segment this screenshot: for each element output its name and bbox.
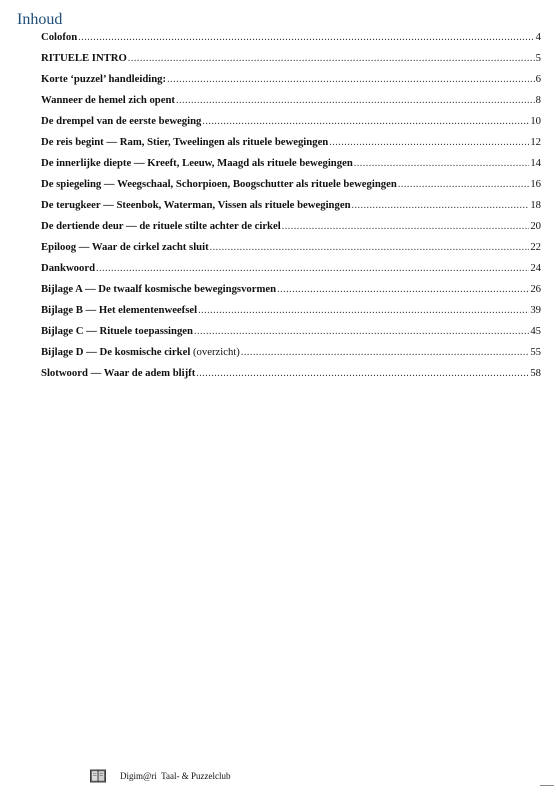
toc-leader-dots — [167, 73, 535, 87]
toc-entry-title: De terugkeer — Steenbok, Waterman, Vissen als rituele bewegingen — [41, 199, 351, 211]
toc-leader-dots — [210, 241, 530, 255]
toc-entry-title: De reis begint — Ram, Stier, Tweelingen als rituele bewegingen — [41, 136, 329, 148]
toc-leader-dots — [398, 178, 529, 192]
toc-entry-page: 6 — [535, 73, 541, 85]
toc-entry-title: Dankwoord — [41, 262, 96, 274]
toc-entry-title: Slotwoord — Waar de adem blijft — [41, 367, 196, 379]
toc-entry-page: 58 — [530, 367, 541, 379]
toc-entry-title: De drempel van de eerste beweging — [41, 115, 202, 127]
toc-entry-page: 24 — [530, 262, 541, 274]
toc-leader-dots — [241, 346, 529, 360]
toc-leader-dots — [329, 136, 529, 150]
toc-entry-hemel[interactable] — [41, 93, 541, 114]
toc-entry-title-main: Bijlage D — De kosmische cirkel — [41, 346, 191, 358]
toc-entry-page: 26 — [530, 283, 541, 295]
toc-entry-page: 10 — [530, 115, 541, 127]
toc-entry-terugkeer[interactable] — [41, 198, 541, 219]
toc-entry-bijlage-a[interactable] — [41, 282, 541, 303]
toc-entry-title: Bijlage C — Rituele toepassingen — [41, 325, 193, 337]
toc-entry-page: 22 — [530, 241, 541, 253]
toc-entry-title: Wanneer de hemel zich opent — [41, 94, 175, 106]
toc-entry-rituele-intro[interactable] — [41, 51, 541, 72]
toc-entry-diepte[interactable] — [41, 156, 541, 177]
toc-entry-epiloog[interactable] — [41, 240, 541, 261]
toc-entry-bijlage-d[interactable] — [41, 345, 541, 366]
toc-entry-title: De spiegeling — Weegschaal, Schorpioen, Boogschutter als rituele bewegingen — [41, 178, 397, 190]
toc-entry-title: De innerlijke diepte — Kreeft, Leeuw, Maagd als rituele bewegingen — [41, 157, 353, 169]
toc-leader-dots — [196, 367, 529, 381]
toc-entry-page: 14 — [530, 157, 541, 169]
toc-leader-dots — [198, 304, 529, 318]
toc-entry-title-suffix: (overzicht) — [190, 346, 240, 358]
toc-leader-dots — [202, 115, 529, 129]
toc-entry-dankwoord[interactable] — [41, 261, 541, 282]
toc-leader-dots — [78, 31, 534, 45]
toc-entry-title: Korte ‘puzzel’ handleiding: — [41, 73, 167, 85]
toc-entry-spiegeling[interactable] — [41, 177, 541, 198]
page-footer — [90, 769, 230, 783]
toc-entry-page: 20 — [530, 220, 541, 232]
toc-entry-page: 12 — [530, 136, 541, 148]
toc-leader-dots — [176, 94, 535, 108]
toc-entry-reis[interactable] — [41, 135, 541, 156]
toc-entry-page: 4 — [535, 31, 541, 43]
toc-entry-drempel[interactable] — [41, 114, 541, 135]
toc-entry-title: Bijlage A — De twaalf kosmische bewegingsvormen — [41, 283, 277, 295]
toc-entry-page: 5 — [535, 52, 541, 64]
toc-entry-bijlage-c[interactable] — [41, 324, 541, 345]
toc-leader-dots — [277, 283, 529, 297]
toc-entry-slotwoord[interactable] — [41, 366, 541, 387]
toc-leader-dots — [352, 199, 530, 213]
toc-entry-dertiende-deur[interactable] — [41, 219, 541, 240]
toc-heading: Inhoud — [17, 11, 63, 28]
toc-entry-colofon[interactable] — [41, 30, 541, 51]
toc-leader-dots — [354, 157, 530, 171]
toc-entry-page: 39 — [530, 304, 541, 316]
book-icon — [90, 769, 106, 783]
toc-leader-dots — [194, 325, 529, 339]
table-of-contents — [41, 30, 541, 387]
toc-leader-dots — [282, 220, 530, 234]
toc-entry-page: 16 — [530, 178, 541, 190]
corner-rule — [540, 785, 554, 786]
toc-entry-page: 8 — [535, 94, 541, 106]
toc-entry-page: 55 — [530, 346, 541, 358]
toc-leader-dots — [128, 52, 535, 66]
footer-text: Digim@ri Taal- & Puzzelclub — [120, 771, 231, 781]
toc-entry-title: Colofon — [41, 31, 78, 43]
toc-entry-title: Epiloog — Waar de cirkel zacht sluit — [41, 241, 209, 253]
toc-entry-handleiding[interactable] — [41, 72, 541, 93]
toc-entry-page: 45 — [530, 325, 541, 337]
toc-entry-title — [41, 345, 240, 359]
toc-entry-title: RITUELE INTRO — [41, 52, 127, 64]
toc-entry-title: Bijlage B — Het elementenweefsel — [41, 304, 198, 316]
toc-entry-title: De dertiende deur — de rituele stilte achter de cirkel — [41, 220, 281, 232]
toc-leader-dots — [96, 262, 529, 276]
toc-entry-page: 18 — [530, 199, 541, 211]
toc-entry-bijlage-b[interactable] — [41, 303, 541, 324]
